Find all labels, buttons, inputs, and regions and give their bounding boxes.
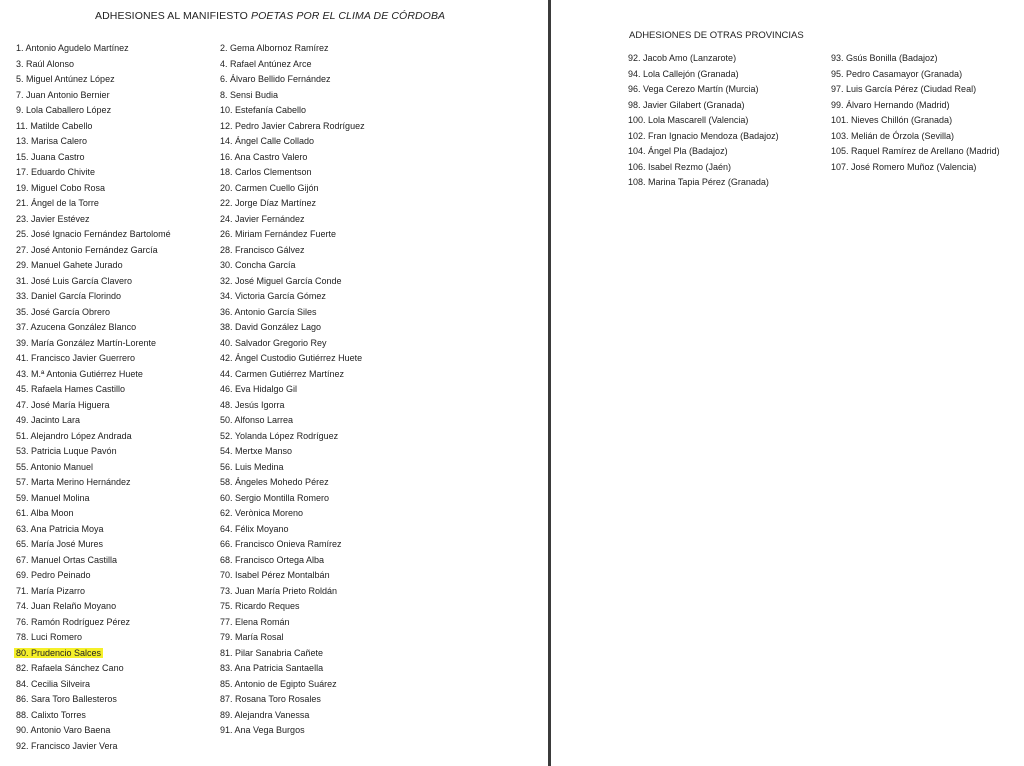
list-item-text: 37. Azucena González Blanco xyxy=(16,322,137,332)
list-item xyxy=(16,227,171,243)
list-item-text: 17. Eduardo Chivite xyxy=(16,167,96,177)
list-item xyxy=(628,175,779,191)
list-item-text: 87. Rosana Toro Rosales xyxy=(220,694,321,704)
list-item xyxy=(831,160,1000,176)
list-item-text: 62. Verònica Moreno xyxy=(220,508,304,518)
list-item xyxy=(220,584,365,600)
list-item xyxy=(16,615,171,631)
list-item-text: 104. Ángel Pla (Badajoz) xyxy=(628,146,728,156)
list-item-text: 13. Marisa Calero xyxy=(16,136,88,146)
list-item xyxy=(16,491,171,507)
list-item-text: 36. Antonio García Siles xyxy=(220,306,317,317)
list-item-text: 32. José Miguel García Conde xyxy=(220,275,342,286)
list-item xyxy=(220,212,365,228)
list-item xyxy=(628,144,779,160)
list-item xyxy=(831,129,1000,145)
list-item xyxy=(220,181,365,197)
list-item-text: 1. Antonio Agudelo Martínez xyxy=(16,43,129,53)
list-item-text: 88. Calixto Torres xyxy=(16,709,86,720)
list-item-text: 92. Jacob Amo (Lanzarote) xyxy=(628,53,737,63)
list-item-text: 33. Daniel García Florindo xyxy=(16,291,122,301)
list-item xyxy=(16,258,171,274)
list-item xyxy=(220,413,365,429)
title-prefix: ADHESIONES AL MANIFIESTO xyxy=(95,10,251,22)
list-item xyxy=(220,537,365,553)
list-item-text: 11. Matilde Cabello xyxy=(16,120,93,131)
list-item xyxy=(220,661,365,677)
list-item xyxy=(16,103,171,119)
list-item-text: 34. Victoria García Gómez xyxy=(220,291,326,301)
provinces-column-1 xyxy=(628,51,779,191)
list-item xyxy=(16,72,171,88)
list-item-text: 71. María Pizarro xyxy=(16,585,86,596)
list-item-text: 57. Marta Merino Hernández xyxy=(16,477,131,487)
list-item xyxy=(16,522,171,538)
list-item-text: 85. Antonio de Egipto Suárez xyxy=(220,678,337,689)
list-item-text: 9. Lola Caballero López xyxy=(16,105,112,115)
list-item-text: 108. Marina Tapia Pérez (Granada) xyxy=(628,177,769,187)
list-item xyxy=(220,677,365,693)
signatories-column-2 xyxy=(220,41,365,739)
list-item-text: 54. Mertxe Manso xyxy=(220,446,293,456)
list-item xyxy=(628,129,779,145)
list-item xyxy=(628,113,779,129)
list-item xyxy=(628,51,779,67)
list-item-text: 86. Sara Toro Ballesteros xyxy=(16,694,117,704)
list-item xyxy=(16,289,171,305)
list-item xyxy=(220,444,365,460)
list-item-text: 70. Isabel Pérez Montalbán xyxy=(220,570,330,580)
list-item-text: 61. Alba Moon xyxy=(16,508,74,518)
list-item xyxy=(220,522,365,538)
list-item-text: 43. M.ª Antonia Gutiérrez Huete xyxy=(16,368,143,379)
list-item xyxy=(16,119,171,135)
list-item-text: 68. Francisco Ortega Alba xyxy=(220,554,325,565)
list-item xyxy=(220,258,365,274)
list-item xyxy=(220,568,365,584)
list-item-text: 107. José Romero Muñoz (Valencia) xyxy=(831,161,977,172)
list-item xyxy=(220,630,365,646)
list-item xyxy=(220,134,365,150)
list-item xyxy=(831,51,1000,67)
list-item xyxy=(16,506,171,522)
list-item xyxy=(16,398,171,414)
list-item xyxy=(16,336,171,352)
list-item-text: 31. José Luis García Clavero xyxy=(16,275,133,286)
list-item xyxy=(628,160,779,176)
list-item xyxy=(220,320,365,336)
list-item-text: 26. Miriam Fernández Fuerte xyxy=(220,229,337,239)
list-item-text: 7. Juan Antonio Bernier xyxy=(16,89,110,100)
list-item xyxy=(220,41,365,57)
list-item-text: 96. Vega Cerezo Martín (Murcia) xyxy=(628,84,759,94)
list-item xyxy=(16,661,171,677)
list-item xyxy=(220,723,365,739)
list-item-text: 91. Ana Vega Burgos xyxy=(220,725,305,735)
list-item-text: 19. Miguel Cobo Rosa xyxy=(16,182,106,193)
right-page xyxy=(551,0,1024,766)
list-item xyxy=(220,289,365,305)
list-item xyxy=(16,646,171,662)
list-item-text: 101. Nieves Chillón (Granada) xyxy=(831,115,953,125)
list-item xyxy=(628,67,779,83)
list-item-text: 76. Ramón Rodríguez Pérez xyxy=(16,616,131,627)
list-item-text: 5. Miguel Antúnez López xyxy=(16,74,115,84)
list-item xyxy=(220,491,365,507)
list-item xyxy=(220,382,365,398)
list-item-text: 52. Yolanda López Rodríguez xyxy=(220,430,339,441)
list-item xyxy=(220,398,365,414)
list-item-text: 22. Jorge Díaz Martínez xyxy=(220,198,317,208)
list-item-text: 98. Javier Gilabert (Granada) xyxy=(628,99,745,110)
list-item-text: 69. Pedro Peinado xyxy=(16,570,91,580)
highlighted-entry: 80. Prudencio Salces xyxy=(16,647,102,658)
list-item xyxy=(16,165,171,181)
list-item xyxy=(16,320,171,336)
list-item xyxy=(220,646,365,662)
list-item-text: 47. José María Higuera xyxy=(16,399,110,410)
list-item-text: 95. Pedro Casamayor (Granada) xyxy=(831,68,963,79)
list-item xyxy=(831,144,1000,160)
list-item xyxy=(220,227,365,243)
list-item xyxy=(220,692,365,708)
list-item-text: 14. Ángel Calle Collado xyxy=(220,136,315,146)
list-item-text: 89. Alejandra Vanessa xyxy=(220,709,310,720)
list-item-text: 45. Rafaela Hames Castillo xyxy=(16,384,126,394)
list-item xyxy=(16,708,171,724)
list-item-text: 2. Gema Albornoz Ramírez xyxy=(220,43,329,53)
list-item-text: 90. Antonio Varo Baena xyxy=(16,725,111,735)
list-item-text: 99. Álvaro Hernando (Madrid) xyxy=(831,99,950,110)
list-item-text: 3. Raúl Alonso xyxy=(16,58,75,69)
list-item-text: 84. Cecilia Silveira xyxy=(16,678,91,689)
list-item-text: 35. José García Obrero xyxy=(16,306,111,317)
list-item-text: 78. Luci Romero xyxy=(16,632,83,642)
left-page-title xyxy=(95,10,445,22)
list-item xyxy=(220,553,365,569)
list-item xyxy=(16,677,171,693)
list-item-text: 83. Ana Patricia Santaella xyxy=(220,663,324,673)
list-item xyxy=(220,72,365,88)
list-item xyxy=(16,41,171,57)
provinces-column-2 xyxy=(831,51,1000,175)
list-item-text: 49. Jacinto Lara xyxy=(16,415,81,425)
list-item xyxy=(220,475,365,491)
list-item xyxy=(220,460,365,476)
list-item xyxy=(16,630,171,646)
list-item-text: 41. Francisco Javier Guerrero xyxy=(16,353,136,363)
list-item-text: 20. Carmen Cuello Gijón xyxy=(220,182,319,193)
list-item xyxy=(220,336,365,352)
list-item-text: 50. Alfonso Larrea xyxy=(220,415,294,425)
list-item-text: 46. Eva Hidalgo Gil xyxy=(220,384,298,394)
list-item xyxy=(16,243,171,259)
list-item-text: 40. Salvador Gregorio Rey xyxy=(220,337,327,348)
right-page-title: ADHESIONES DE OTRAS PROVINCIAS xyxy=(629,30,804,41)
list-item xyxy=(16,568,171,584)
list-item-text: 10. Estefanía Cabello xyxy=(220,105,307,115)
list-item-text: 81. Pilar Sanabria Cañete xyxy=(220,647,324,658)
list-item-text: 100. Lola Mascarell (Valencia) xyxy=(628,115,749,125)
list-item xyxy=(16,537,171,553)
list-item xyxy=(220,367,365,383)
list-item xyxy=(16,382,171,398)
list-item xyxy=(16,723,171,739)
list-item xyxy=(16,351,171,367)
list-item xyxy=(220,429,365,445)
list-item-text: 44. Carmen Gutiérrez Martínez xyxy=(220,368,345,379)
list-item-text: 102. Fran Ignacio Mendoza (Badajoz) xyxy=(628,130,779,141)
list-item xyxy=(220,165,365,181)
list-item-text: 94. Lola Callejón (Granada) xyxy=(628,68,739,79)
list-item xyxy=(16,460,171,476)
title-italic: POETAS POR EL CLIMA DE CÓRDOBA xyxy=(250,10,446,22)
list-item-text: 21. Ángel de la Torre xyxy=(16,198,99,208)
list-item-text: 29. Manuel Gahete Jurado xyxy=(16,260,123,270)
list-item-text: 65. María José Mures xyxy=(16,539,104,549)
list-item-text: 60. Sergio Montilla Romero xyxy=(220,492,330,503)
list-item xyxy=(16,196,171,212)
list-item xyxy=(220,119,365,135)
list-item-text: 79. María Rosal xyxy=(220,632,284,642)
list-item-text: 92. Francisco Javier Vera xyxy=(16,740,118,751)
list-item-text: 64. Félix Moyano xyxy=(220,523,289,534)
list-item xyxy=(16,444,171,460)
list-item xyxy=(16,212,171,228)
list-item xyxy=(16,692,171,708)
list-item xyxy=(831,67,1000,83)
list-item-text: 75. Ricardo Reques xyxy=(220,601,300,611)
list-item xyxy=(831,98,1000,114)
list-item-text: 24. Javier Fernández xyxy=(220,213,305,224)
list-item xyxy=(220,351,365,367)
list-item-text: 39. María González Martín-Lorente xyxy=(16,337,157,348)
list-item xyxy=(220,274,365,290)
list-item xyxy=(16,181,171,197)
list-item-text: 66. Francisco Onieva Ramírez xyxy=(220,539,342,549)
list-item-text: 16. Ana Castro Valero xyxy=(220,151,308,162)
list-item xyxy=(16,429,171,445)
list-item xyxy=(16,88,171,104)
list-item-text: 82. Rafaela Sánchez Cano xyxy=(16,663,124,673)
list-item-text: 58. Ángeles Mohedo Pérez xyxy=(220,477,329,487)
list-item-text: 18. Carlos Clementson xyxy=(220,167,312,177)
list-item xyxy=(16,134,171,150)
list-item xyxy=(831,82,1000,98)
list-item xyxy=(220,615,365,631)
list-item xyxy=(220,506,365,522)
list-item xyxy=(220,599,365,615)
list-item-text: 42. Ángel Custodio Gutiérrez Huete xyxy=(220,353,363,363)
signatories-column-1 xyxy=(16,41,171,754)
list-item-text: 105. Raquel Ramírez de Arellano (Madrid) xyxy=(831,146,1000,156)
list-item xyxy=(16,475,171,491)
list-item xyxy=(16,553,171,569)
list-item-text: 27. José Antonio Fernández García xyxy=(16,244,158,255)
list-item xyxy=(220,103,365,119)
list-item xyxy=(628,98,779,114)
list-item xyxy=(16,57,171,73)
list-item xyxy=(16,739,171,755)
list-item xyxy=(16,584,171,600)
list-item-text: 106. Isabel Rezmo (Jaén) xyxy=(628,161,732,172)
list-item-text: 55. Antonio Manuel xyxy=(16,461,94,472)
list-item-text: 25. José Ignacio Fernández Bartolomé xyxy=(16,229,171,239)
list-item xyxy=(16,367,171,383)
list-item-text: 103. Melián de Órzola (Sevilla) xyxy=(831,130,955,141)
list-item-text: 12. Pedro Javier Cabrera Rodríguez xyxy=(220,120,365,131)
list-item xyxy=(220,88,365,104)
list-item-text: 93. Gsús Bonilla (Badajoz) xyxy=(831,53,938,63)
list-item xyxy=(220,305,365,321)
list-item-text: 51. Alejandro López Andrada xyxy=(16,430,132,441)
list-item xyxy=(16,599,171,615)
list-item-text: 63. Ana Patricia Moya xyxy=(16,523,104,534)
list-item xyxy=(16,150,171,166)
list-item-text: 23. Javier Estévez xyxy=(16,213,90,224)
list-item-text: 56. Luis Medina xyxy=(220,461,284,472)
list-item xyxy=(220,708,365,724)
list-item-text: 67. Manuel Ortas Castilla xyxy=(16,554,118,565)
list-item xyxy=(220,57,365,73)
list-item-text: 15. Juana Castro xyxy=(16,151,85,162)
list-item xyxy=(628,82,779,98)
list-item xyxy=(220,196,365,212)
list-item xyxy=(831,113,1000,129)
list-item-text: 59. Manuel Molina xyxy=(16,492,90,503)
list-item xyxy=(16,413,171,429)
list-item-text: 73. Juan María Prieto Roldán xyxy=(220,585,338,596)
list-item-text: 97. Luis García Pérez (Ciudad Real) xyxy=(831,84,977,94)
list-item-text: 53. Patricia Luque Pavón xyxy=(16,446,117,456)
list-item-text: 28. Francisco Gálvez xyxy=(220,244,305,255)
list-item xyxy=(16,274,171,290)
list-item-text: 38. David González Lago xyxy=(220,322,322,332)
list-item-text: 8. Sensi Budia xyxy=(220,89,279,100)
list-item-text: 74. Juan Relaño Moyano xyxy=(16,601,117,611)
list-item-text: 6. Álvaro Bellido Fernández xyxy=(220,74,331,84)
list-item-text: 4. Rafael Antúnez Arce xyxy=(220,58,312,69)
list-item-text: 77. Elena Román xyxy=(220,616,290,627)
list-item-text: 30. Concha García xyxy=(220,260,296,270)
list-item xyxy=(16,305,171,321)
list-item xyxy=(220,150,365,166)
list-item-text: 48. Jesús Igorra xyxy=(220,399,285,410)
list-item xyxy=(220,243,365,259)
